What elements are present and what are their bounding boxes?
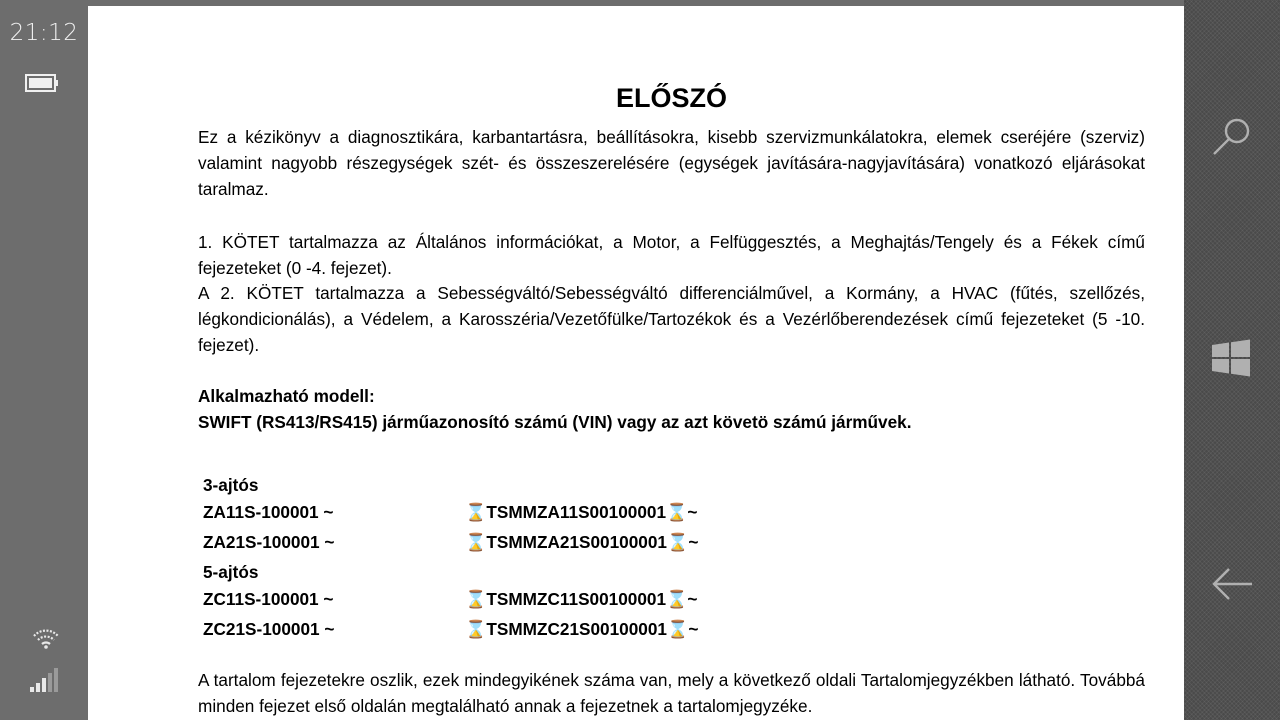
applicable-heading: Alkalmazható modell: [198,386,375,406]
model-group-label: 3-ajtós [203,475,259,495]
back-arrow-icon [1208,560,1256,608]
model-row [203,499,698,525]
applicable-model: SWIFT (RS413/RS415) járműazonosító számú (VIN) vagy az azt követö számú járművek. [198,412,912,432]
model-row [203,616,699,642]
status-bar [0,0,88,720]
model-code: ZC21S-100001 ~ [203,619,335,639]
model-code: ZA11S-100001 ~ [203,502,334,522]
volume1-paragraph: 1. KÖTET tartalmazza az Általános információkat, a Motor, a Felfüggesztés, a Meghajtás/Tengely és a Fékek című fejezeteket (0 -4. fejezet). [198,232,1145,278]
page-title: ELŐSZÓ [615,83,727,113]
start-button[interactable] [1208,334,1256,382]
intro-paragraph: Ez a kézikönyv a diagnosztikára, karbantartásra, beállításokra, kisebb szervizmunkálatokra, elemek cseréjére (szerviz) valamint nagyobb részegységek szét- és összeszerelésére (egységek javítására-nagyjavítására) vonatkozó eljárásokat taralmaz. [198,127,1145,199]
model-vin: ⌛TSMMZC11S00100001⌛~ [465,589,698,609]
search-icon [1208,112,1256,160]
back-button[interactable] [1208,560,1256,608]
model-vin: ⌛TSMMZA11S00100001⌛~ [465,502,698,522]
model-row [203,529,699,555]
document-page[interactable] [88,6,1184,720]
model-vin: ⌛TSMMZA21S00100001⌛~ [465,532,699,552]
wifi-icon [32,622,60,650]
windows-start-icon [1208,334,1256,382]
navigation-bar [1184,0,1280,720]
search-button[interactable] [1208,112,1256,160]
model-vin: ⌛TSMMZC21S00100001⌛~ [465,619,699,639]
clock: 21:12 [9,20,79,46]
model-row [203,586,698,612]
signal-strength-icon [30,668,60,692]
outro-paragraph: A tartalom fejezetekre oszlik, ezek mindegyikének száma van, mely a következő oldali Tartalomjegyzékben látható. Továbbá minden fejezet első oldalán megtalálható annak a fejezetnek a tartalomjegyzéke. [198,670,1145,716]
model-code: ZC11S-100001 ~ [203,589,334,609]
model-code: ZA21S-100001 ~ [203,532,335,552]
battery-icon [25,74,59,92]
volume2-paragraph: A 2. KÖTET tartalmazza a Sebességváltó/Sebességváltó differenciálművel, a Kormány, a HVAC (fűtés, szellőzés, légkondicionálás), a Védelem, a Karosszéria/Vezetőfülke/Tartozékok és a Vezérlőberendezések című fejezeteket (5 -10. fejezet). [198,283,1145,355]
model-group-label: 5-ajtós [203,562,259,582]
